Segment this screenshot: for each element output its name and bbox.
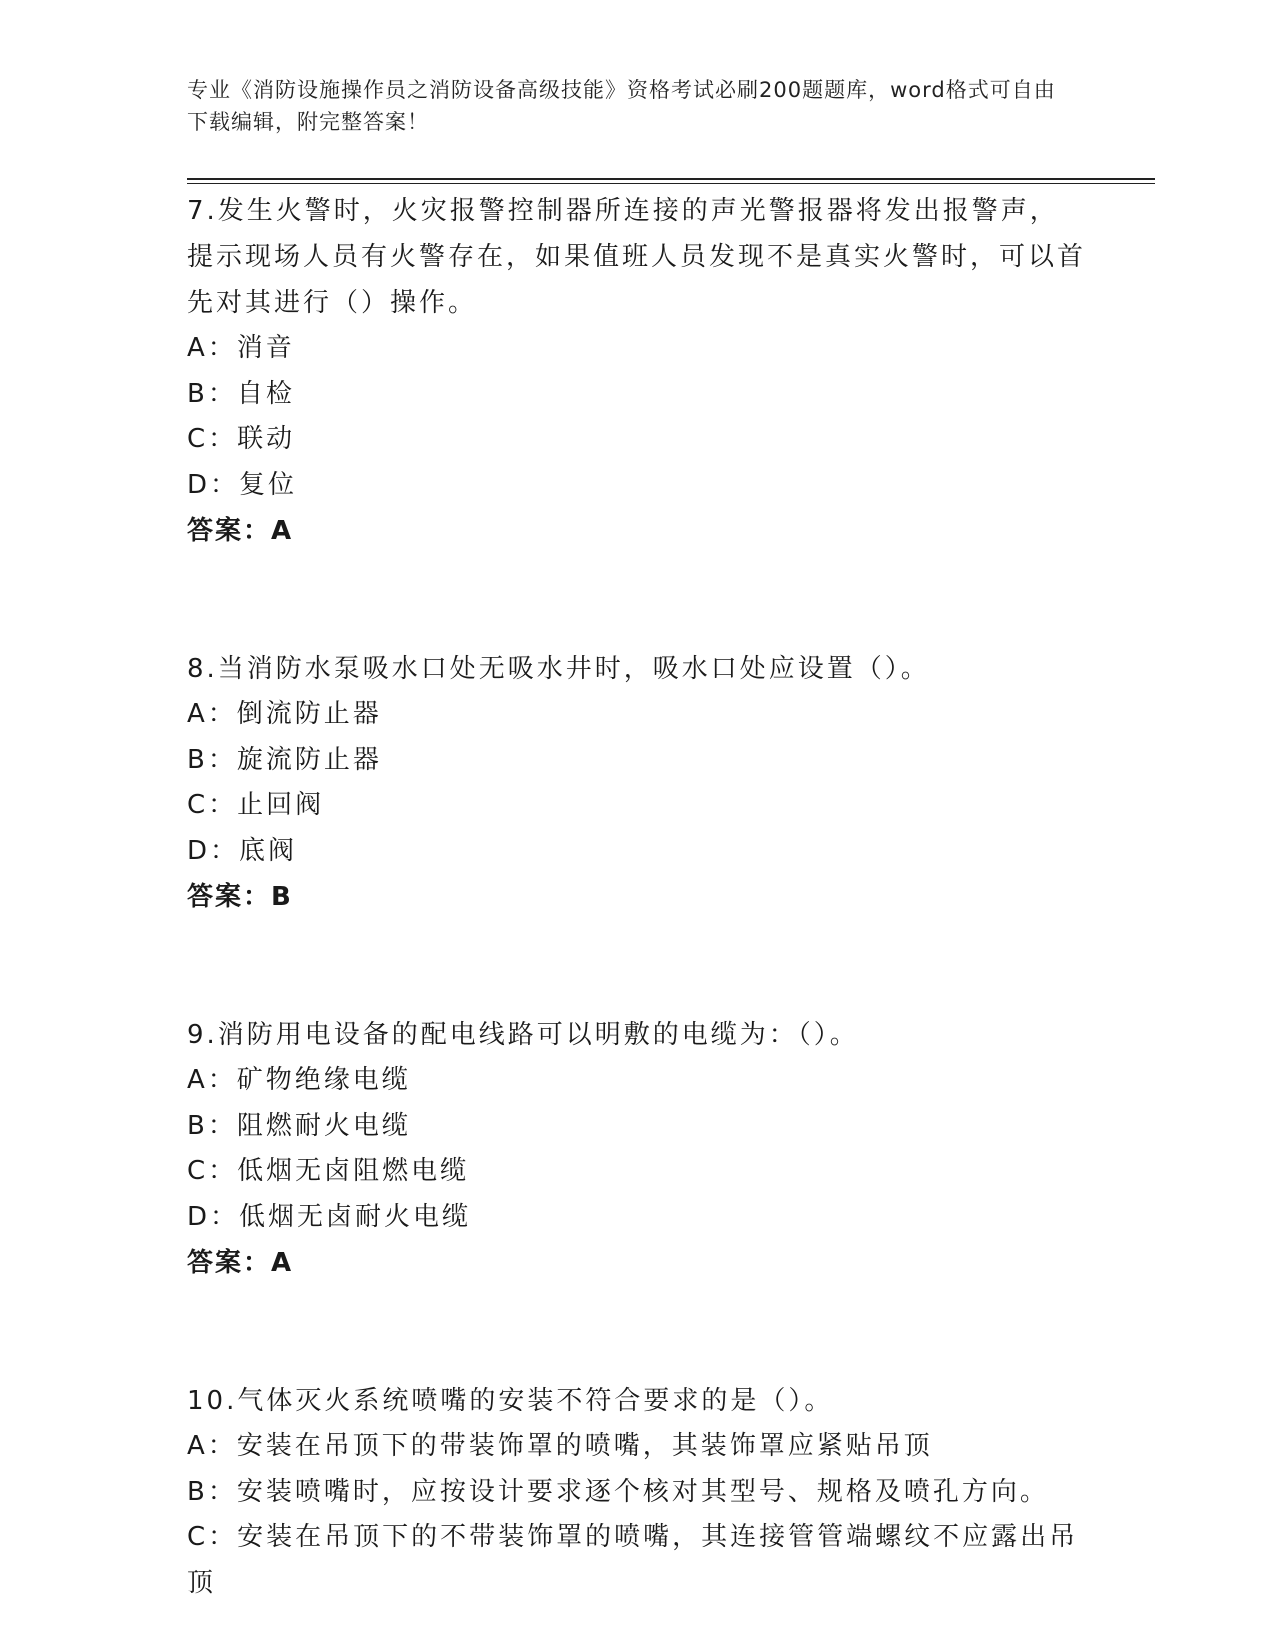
option-a: A：安装在吊顶下的带装饰罩的喷嘴，其装饰罩应紧贴吊顶: [187, 1431, 933, 1461]
header-divider-thick: [187, 178, 1155, 180]
option-b: B：阻燃耐火电缆: [187, 1110, 411, 1141]
option-a: A：矿物绝缘电缆: [187, 1065, 411, 1095]
option-b: B：安装喷嘴时，应按设计要求逐个核对其型号、规格及喷孔方向。: [187, 1476, 1049, 1507]
question-stem: 7.发生火警时，火灾报警控制器所连接的声光警报器将发出报警声，提示现场人员有火警存在，如果值班人员发现不是真实火警时，可以首先对其进行（）操作。: [187, 196, 1087, 318]
question-8: [187, 646, 1087, 920]
option-b: B：旋流防止器: [187, 744, 382, 775]
option-c: C：止回阀: [187, 790, 325, 820]
question-10: [187, 1378, 1087, 1606]
question-9: [187, 1012, 1087, 1286]
answer-line: 答案：B: [187, 882, 293, 912]
option-b: B：自检: [187, 378, 295, 409]
question-stem: 10.气体灭火系统喷嘴的安装不符合要求的是（）。: [187, 1386, 834, 1416]
option-c: C：联动: [187, 424, 296, 454]
question-stem: 9.消防用电设备的配电线路可以明敷的电缆为：（）。: [187, 1020, 859, 1050]
question-spacer: [187, 554, 1087, 646]
option-d: D：底阀: [187, 835, 298, 866]
option-d: D：复位: [187, 469, 298, 500]
answer-line: 答案：A: [187, 516, 294, 546]
option-a: A：消音: [187, 333, 295, 363]
question-spacer: [187, 1286, 1087, 1378]
question-7: [187, 188, 1087, 554]
answer-line: 答案：A: [187, 1248, 294, 1278]
question-stem: 8.当消防水泵吸水口处无吸水井时，吸水口处应设置（）。: [187, 654, 930, 684]
option-c: C：低烟无卤阻燃电缆: [187, 1156, 470, 1186]
option-c: C：安装在吊顶下的不带装饰罩的喷嘴，其连接管管端螺纹不应露出吊顶: [187, 1522, 1079, 1598]
header-divider-thin: [187, 183, 1155, 184]
question-spacer: [187, 920, 1087, 1012]
option-a: A：倒流防止器: [187, 699, 382, 729]
question-list: [187, 188, 1087, 1606]
option-d: D：低烟无卤耐火电缆: [187, 1201, 472, 1232]
document-header: 专业《消防设施操作员之消防设备高级技能》资格考试必刷200题题库，word格式可自由下载编辑，附完整答案！: [187, 78, 1056, 134]
